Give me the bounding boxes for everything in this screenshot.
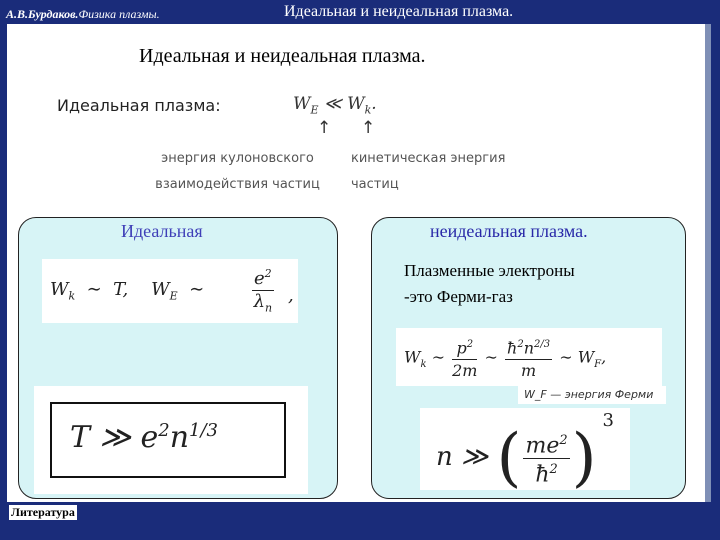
caption-line: частиц bbox=[351, 177, 399, 192]
course-author: А.В.Бурдаков. bbox=[6, 7, 79, 21]
ideal-condition-formula: T ≫ $e^2n^{1/3}$ bbox=[34, 386, 308, 494]
ideal-plasma-box bbox=[18, 217, 338, 499]
nonideal-box-title: неидеальная плазма. bbox=[430, 221, 588, 241]
course-subject: Физика плазмы. bbox=[78, 7, 160, 21]
text-line: Плазменные электроны bbox=[404, 261, 575, 280]
kinetic-energy-caption bbox=[351, 146, 536, 198]
slide-canvas bbox=[7, 24, 711, 502]
up-arrow-icon: ↑ bbox=[317, 118, 332, 138]
fermi-energy-formula: $W_k$ ∼ $\frac{p^2}{2m}$ ∼ $\frac{ħ^2n^{2/3}}{m}$ ∼ $W_F$, bbox=[396, 328, 662, 386]
nonideal-plasma-box bbox=[371, 217, 686, 499]
course-label bbox=[6, 7, 160, 22]
slide-title: Идеальная и неидеальная плазма. bbox=[139, 45, 426, 67]
ideal-plasma-definition bbox=[55, 90, 545, 196]
literature-link[interactable]: Литература bbox=[11, 505, 75, 519]
ideal-energy-formula: $W_k$ ∼ T, $W_E$ ∼ $\frac{e^2}{\lambda_n}$ , bbox=[42, 259, 298, 323]
caption-line: энергия кулоновского bbox=[161, 151, 314, 166]
fermi-energy-note: W_F — энергия Ферми bbox=[518, 386, 666, 404]
up-arrow-icon: ↑ bbox=[361, 118, 376, 138]
fermi-gas-text bbox=[404, 258, 674, 310]
header-title: Идеальная и неидеальная плазма. bbox=[284, 3, 514, 20]
ideal-plasma-label: Идеальная плазма: bbox=[57, 96, 221, 115]
coulomb-energy-caption bbox=[145, 146, 330, 198]
nonideal-condition-formula: n ≫ ( $\frac{me^2}{ħ^2}$ ) 3 bbox=[420, 408, 630, 490]
ideal-plasma-formula: $W_E$ ≪ $W_k$. bbox=[293, 94, 377, 117]
text-line: -это Ферми-газ bbox=[404, 287, 513, 306]
ideal-box-title: Идеальная bbox=[121, 221, 203, 241]
caption-line: взаимодействия частиц bbox=[155, 177, 320, 192]
caption-line: кинетическая энергия bbox=[351, 151, 506, 166]
header-bar bbox=[0, 0, 720, 24]
